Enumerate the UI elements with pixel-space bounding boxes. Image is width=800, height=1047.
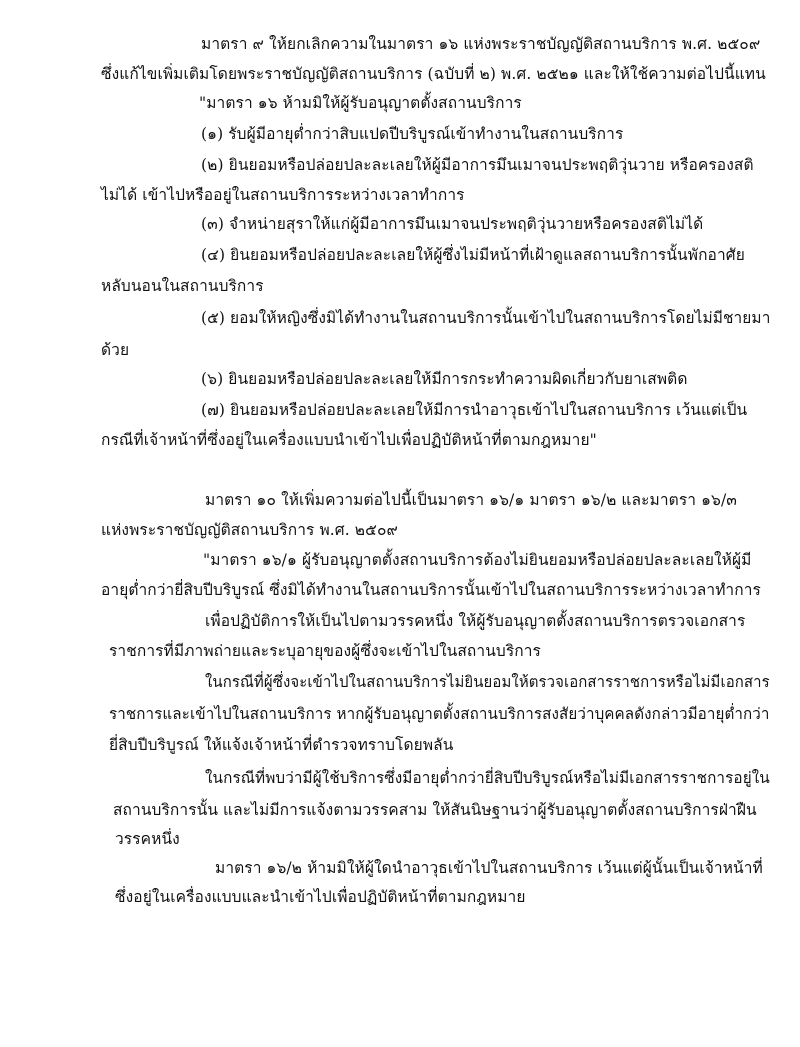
section-16-heading-line: "มาตรา ๑๖ ห้ามมิให้ผู้รับอนุญาตตั้งสถานบริการ [199, 94, 522, 112]
text-line: ราชการที่มีภาพถ่ายและระบุอายุของผู้ซึ่งจะเข้าไปในสถานบริการ [109, 642, 541, 660]
list-item-4-continuation: หลับนอนในสถานบริการ [101, 277, 264, 295]
text-line: ราชการและเข้าไปในสถานบริการ หากผู้รับอนุญาตตั้งสถานบริการสงสัยว่าบุคคลดังกล่าวมีอายุต่ำกว่า [109, 705, 770, 723]
text-line: ยี่สิบปีบริบูรณ์ ให้แจ้งเจ้าหน้าที่ตำรวจทราบโดยพลัน [109, 736, 454, 754]
list-item-1: (๑) รับผู้มีอายุต่ำกว่าสิบแปดปีบริบูรณ์เข้าทำงานในสถานบริการ [201, 125, 624, 143]
text-line: ซึ่งแก้ไขเพิ่มเติมโดยพระราชบัญญัติสถานบริการ (ฉบับที่ ๒) พ.ศ. ๒๕๒๑ และให้ใช้ความต่อไปนี้แทน [101, 65, 766, 83]
list-item-4: (๔) ยินยอมหรือปล่อยปละละเลยให้ผู้ซึ่งไม่มีหน้าที่เฝ้าดูแลสถานบริการนั้นพักอาศัย [201, 246, 745, 264]
text-line: วรรคหนึ่ง [115, 830, 180, 848]
text-line: เพื่อปฏิบัติการให้เป็นไปตามวรรคหนึ่ง ให้ผู้รับอนุญาตตั้งสถานบริการตรวจเอกสาร [205, 612, 746, 630]
text-line: ในกรณีที่พบว่ามีผู้ใช้บริการซึ่งมีอายุต่ำกว่ายี่สิบปีบริบูรณ์หรือไม่มีเอกสารราชการอยู่ใน [205, 769, 770, 787]
text-line: ในกรณีที่ผู้ซึ่งจะเข้าไปในสถานบริการไม่ยินยอมให้ตรวจเอกสารราชการหรือไม่มีเอกสาร [205, 673, 770, 691]
list-item-7-continuation: กรณีที่เจ้าหน้าที่ซึ่งอยู่ในเครื่องแบบนำเข้าไปเพื่อปฏิบัติหน้าที่ตามกฎหมาย" [101, 431, 597, 449]
text-line: แห่งพระราชบัญญัติสถานบริการ พ.ศ. ๒๕๐๙ [101, 521, 398, 539]
section-9-heading-line: มาตรา ๙ ให้ยกเลิกความในมาตรา ๑๖ แห่งพระราชบัญญัติสถานบริการ พ.ศ. ๒๕๐๙ [201, 35, 761, 53]
list-item-2: (๒) ยินยอมหรือปล่อยปละละเลยให้ผู้มีอาการมึนเมาจนประพฤติวุ่นวาย หรือครองสติ [201, 156, 754, 174]
text-line: อายุต่ำกว่ายี่สิบปีบริบูรณ์ ซึ่งมิได้ทำงานในสถานบริการนั้นเข้าไปในสถานบริการระหว่างเวลาทำการ [101, 581, 761, 599]
list-item-3: (๓) จำหน่ายสุราให้แก่ผู้มีอาการมึนเมาจนประพฤติวุ่นวายหรือครองสติไม่ได้ [201, 215, 704, 233]
list-item-7: (๗) ยินยอมหรือปล่อยปละละเลยให้มีการนำอาวุธเข้าไปในสถานบริการ เว้นแต่เป็น [201, 401, 748, 419]
text-line: สถานบริการนั้น และไม่มีการแจ้งตามวรรคสาม ให้สันนิษฐานว่าผู้รับอนุญาตตั้งสถานบริการฝ่าฝืน [113, 801, 757, 819]
list-item-2-continuation: ไม่ได้ เข้าไปหรืออยู่ในสถานบริการระหว่างเวลาทำการ [101, 186, 465, 204]
list-item-6: (๖) ยินยอมหรือปล่อยปละละเลยให้มีการกระทำความผิดเกี่ยวกับยาเสพติด [201, 370, 688, 388]
text-line: ซึ่งอยู่ในเครื่องแบบและนำเข้าไปเพื่อปฏิบัติหน้าที่ตามกฎหมาย [115, 888, 526, 906]
list-item-5: (๕) ยอมให้หญิงซึ่งมิได้ทำงานในสถานบริการนั้นเข้าไปในสถานบริการโดยไม่มีชายมา [201, 309, 771, 327]
section-16-2-heading-line: มาตรา ๑๖/๒ ห้ามมิให้ผู้ใดนำอาวุธเข้าไปในสถานบริการ เว้นแต่ผู้นั้นเป็นเจ้าหน้าที่ [215, 859, 763, 877]
section-10-heading-line: มาตรา ๑๐ ให้เพิ่มความต่อไปนี้เป็นมาตรา ๑๖/๑ มาตรา ๑๖/๒ และมาตรา ๑๖/๓ [205, 491, 737, 509]
section-16-1-heading-line: "มาตรา ๑๖/๑ ผู้รับอนุญาตตั้งสถานบริการต้องไม่ยินยอมหรือปล่อยปละละเลยให้ผู้มี [203, 551, 752, 569]
list-item-5-continuation: ด้วย [101, 341, 130, 359]
